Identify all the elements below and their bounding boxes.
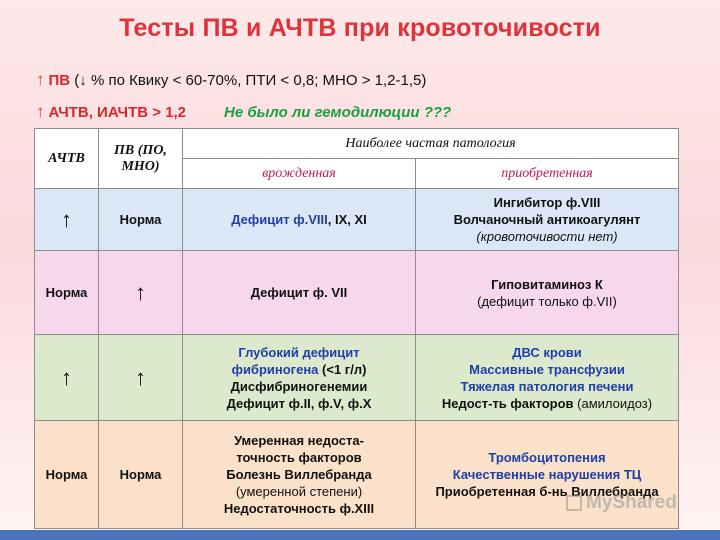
acquired-item: Приобретенная б-нь Виллебранда [435, 484, 659, 499]
congenital-item: Дефицит ф.II, ф.V, ф.X [226, 395, 372, 411]
achtv-cell: Норма [35, 421, 99, 529]
bottom-bar [0, 530, 720, 540]
acquired-item: Качественные нарушения ТЦ [452, 467, 642, 482]
congenital-item: Дефицит ф.VIII [231, 212, 328, 227]
acquired-cell [416, 189, 679, 251]
congenital-item: Болезнь Виллебранда [226, 467, 372, 482]
acquired-item: Массивные трансфузии [469, 361, 625, 377]
acquired-item: Волчаночный антикоагулянт [453, 212, 641, 227]
congenital-item: Глубокий дефицит [238, 344, 360, 360]
achtv-cell: Норма [35, 251, 99, 335]
congenital-item: (<1 г/л) [318, 361, 367, 377]
acquired-item: (кровоточивости нет) [476, 229, 618, 244]
page-title: Тесты ПВ и АЧТВ при кровоточивости [119, 14, 601, 42]
coagulation-table [34, 128, 679, 529]
pv-cell: ↑ [99, 335, 183, 421]
acquired-cell [416, 251, 679, 335]
acquired-item: Гиповитаминоз К [491, 276, 603, 292]
acquired-item: ДВС крови [512, 344, 582, 360]
acquired-cell [416, 335, 679, 421]
acquired-item: Недост-ть факторов [441, 395, 574, 411]
congenital-item: Дисфибриногенемии [230, 378, 368, 394]
congenital-cell [183, 335, 416, 421]
table-row [35, 335, 679, 421]
achtv-cell: ↑ [35, 335, 99, 421]
hemodilution-note: Не было ли гемодилюции ??? [224, 104, 452, 121]
congenital-item: Умеренная недоста- [234, 433, 364, 448]
congenital-cell [183, 421, 416, 529]
up-arrow-icon: ↑ [36, 102, 45, 121]
congenital-cell [183, 189, 416, 251]
pv-criteria-text: (↓ % по Квику < 60-70%, ПТИ < 0,8; МНО > 1,2-1,5) [70, 72, 427, 89]
table-row [35, 189, 679, 251]
table-row [35, 251, 679, 335]
acquired-item: (дефицит только ф.VII) [477, 293, 617, 309]
pv-cell: Норма [99, 421, 183, 529]
pv-criteria-line [36, 70, 426, 90]
pv-cell: ↑ [99, 251, 183, 335]
logo-square-icon [566, 495, 582, 511]
up-arrow-icon: ↑ [36, 70, 45, 89]
header-congenital: врожденная [183, 159, 416, 189]
header-pv: ПВ (ПО, МНО) [99, 129, 183, 189]
watermark-logo [566, 492, 677, 514]
header-pathology: Наиболее частая патология [183, 129, 679, 159]
acquired-item: Тяжелая патология печени [460, 378, 634, 394]
aptt-criteria-line [36, 102, 451, 122]
congenital-item: (умеренной степени) [235, 484, 363, 499]
header-achtv: АЧТВ [35, 129, 99, 189]
pv-label: ПВ [48, 72, 71, 89]
header-acquired: приобретенная [416, 159, 679, 189]
watermark-text: MyShared [586, 492, 677, 513]
aptt-label: АЧТВ, ИАЧТВ > 1,2 [48, 104, 187, 121]
pv-cell: Норма [99, 189, 183, 251]
congenital-item: точность факторов [236, 450, 362, 465]
congenital-item: Дефицит ф. VII [250, 285, 348, 300]
table-header-row [35, 129, 679, 159]
congenital-item: фибриногена [231, 361, 319, 377]
acquired-item: Тромбоцитопения [488, 450, 606, 465]
congenital-item: , IX, XI [327, 212, 367, 227]
achtv-cell: ↑ [35, 189, 99, 251]
congenital-item: Недостаточность ф.XIII [223, 501, 375, 516]
acquired-item: (амилоидоз) [573, 395, 653, 411]
acquired-item: Ингибитор ф.VIII [493, 195, 601, 210]
congenital-cell [183, 251, 416, 335]
